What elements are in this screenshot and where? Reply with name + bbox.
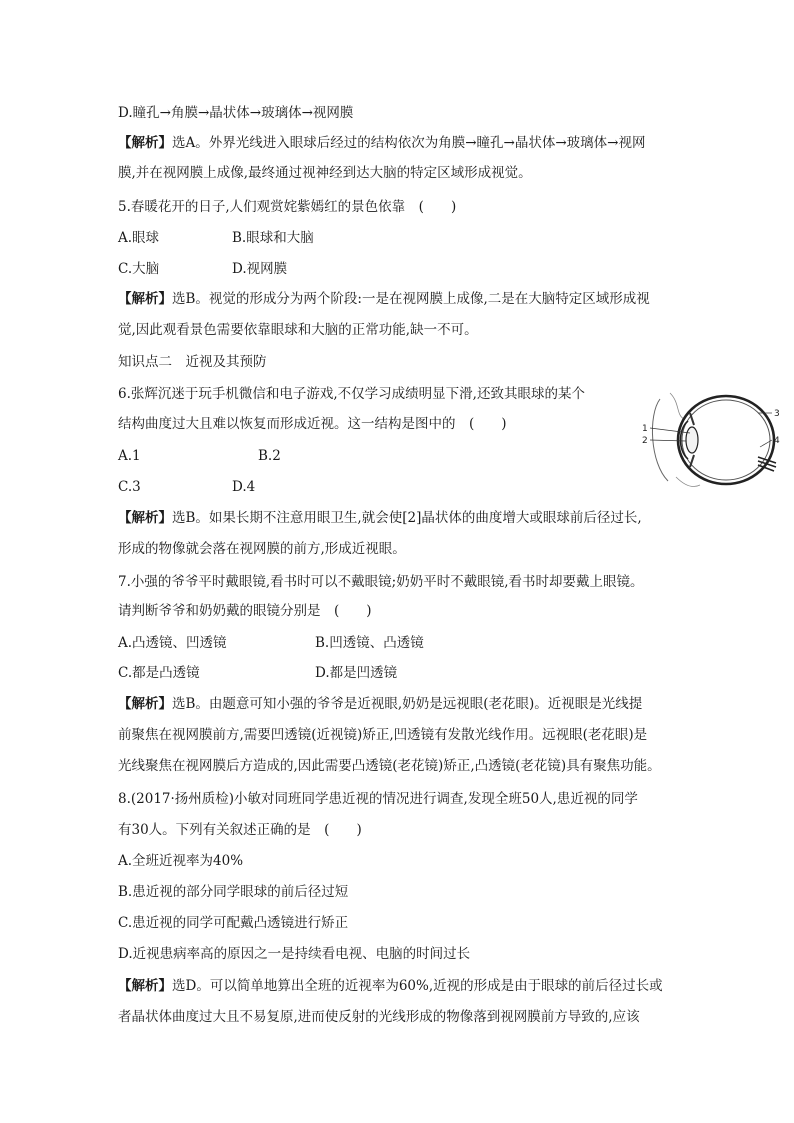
q7-option-c: C.都是凸透镜 — [118, 665, 200, 681]
q4-analysis-line-1 — [118, 133, 646, 153]
q6-option-d: D.4 — [232, 479, 256, 495]
q6-option-b: B.2 — [258, 448, 281, 464]
q5-analysis-line-1 — [118, 289, 650, 309]
q6-stem-line-1: 6.张辉沉迷于玩手机微信和电子游戏,不仅学习成绩明显下滑,还致其眼球的某个 — [118, 386, 585, 402]
q8-option-c: C.患近视的同学可配戴凸透镜进行矫正 — [118, 915, 349, 931]
q6-stem-line-2: 结构曲度过大且难以恢复而形成近视。这一结构是图中的 ( ) — [118, 416, 507, 432]
q7-analysis-text-1: 选B。由题意可知小强的爷爷是近视眼,奶奶是远视眼(老花眼)。近视眼是光线提 — [172, 696, 643, 712]
analysis-tag: 【解析】 — [118, 510, 172, 526]
q5-analysis-line-2: 觉,因此观看景色需要依靠眼球和大脑的正常功能,缺一不可。 — [118, 322, 478, 338]
q7-analysis-line-3: 光线聚焦在视网膜后方造成的,因此需要凸透镜(老花镜)矫正,凸透镜(老花镜)具有聚焦功能。 — [118, 758, 661, 774]
q7-option-d: D.都是凹透镜 — [315, 665, 398, 681]
q6-option-c: C.3 — [118, 479, 141, 495]
figure-label-2: 2 — [642, 436, 648, 446]
q4-option-d: D.瞳孔→角膜→晶状体→玻璃体→视网膜 — [118, 105, 354, 121]
q7-stem-line-2: 请判断爷爷和奶奶戴的眼镜分别是 ( ) — [118, 603, 372, 619]
q8-option-a: A.全班近视率为40% — [118, 853, 244, 869]
q5-stem: 5.春暖花开的日子,人们观赏姹紫嫣红的景色依靠 ( ) — [118, 199, 457, 215]
q5-option-c: C.大脑 — [118, 261, 160, 277]
eye-diagram — [640, 385, 780, 495]
q6-analysis-line-2: 形成的物像就会落在视网膜的前方,形成近视眼。 — [118, 541, 406, 557]
q6-analysis-line-1 — [118, 508, 642, 528]
lens — [686, 427, 698, 453]
q8-stem-line-2: 有30人。下列有关叙述正确的是 ( ) — [118, 822, 362, 838]
q7-analysis-line-2: 前聚焦在视网膜前方,需要凹透镜(近视镜)矫正,凹透镜有发散光线作用。远视眼(老花眼)是 — [118, 727, 648, 743]
q8-analysis-line-1 — [118, 976, 663, 996]
analysis-tag: 【解析】 — [118, 135, 172, 151]
analysis-tag: 【解析】 — [118, 291, 172, 307]
q7-stem-line-1: 7.小强的爷爷平时戴眼镜,看书时可以不戴眼镜;奶奶平时不戴眼镜,看书时却要戴上眼镜。 — [118, 574, 644, 590]
q4-analysis-text-1: 选A。外界光线进入眼球后经过的结构依次为角膜→瞳孔→晶状体→玻璃体→视网 — [172, 135, 646, 151]
q5-option-b: B.眼球和大脑 — [232, 230, 314, 246]
analysis-tag: 【解析】 — [118, 978, 172, 994]
q8-analysis-text-1: 选D。可以简单地算出全班的近视率为60%,近视的形成是由于眼球的前后径过长或 — [172, 978, 663, 994]
q4-analysis-line-2: 膜,并在视网膜上成像,最终通过视神经到达大脑的特定区域形成视觉。 — [118, 165, 532, 181]
q7-analysis-line-1 — [118, 694, 642, 714]
q6-option-a: A.1 — [118, 448, 141, 464]
q8-analysis-line-2: 者晶状体曲度过大且不易复原,进而使反射的光线形成的物像落到视网膜前方导致的,应该 — [118, 1009, 640, 1025]
q5-option-a: A.眼球 — [118, 230, 160, 246]
eyelid-lower — [676, 477, 700, 487]
figure-label-1: 1 — [642, 424, 648, 434]
q5-analysis-text-1: 选B。视觉的形成分为两个阶段:一是在视网膜上成像,二是在大脑特定区域形成视 — [172, 291, 650, 307]
figure-label-3: 3 — [774, 409, 780, 419]
figure-label-4: 4 — [774, 436, 780, 446]
q6-analysis-text-1: 选B。如果长期不注意用眼卫生,就会使[2]晶状体的曲度增大或眼球前后径过长, — [172, 510, 642, 526]
analysis-tag: 【解析】 — [118, 696, 172, 712]
q8-option-b: B.患近视的部分同学眼球的前后径过短 — [118, 884, 349, 900]
section-heading: 知识点二 近视及其预防 — [118, 354, 267, 370]
q7-option-b: B.凹透镜、凸透镜 — [315, 635, 424, 651]
q8-stem-line-1: 8.(2017·扬州质检)小敏对同班同学患近视的情况进行调查,发现全班50人,患近视的同学 — [118, 791, 638, 807]
q8-option-d: D.近视患病率高的原因之一是持续看电视、电脑的时间过长 — [118, 946, 471, 962]
eyelid-fold — [670, 393, 684, 419]
q7-option-a: A.凸透镜、凹透镜 — [118, 635, 227, 651]
q5-option-d: D.视网膜 — [232, 261, 288, 277]
